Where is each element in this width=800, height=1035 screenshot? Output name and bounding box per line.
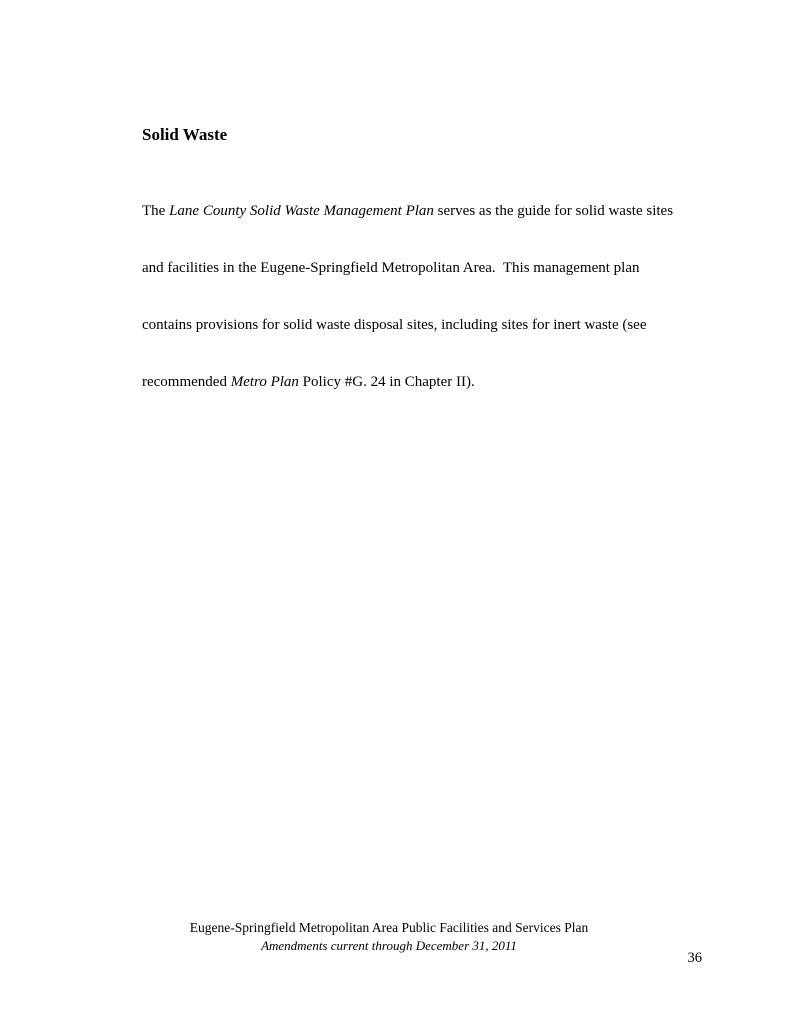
paragraph-text: contains provisions for solid waste disposal sites, including sites for inert waste (see bbox=[142, 317, 647, 333]
paragraph-text: serves as the guide for solid waste sites bbox=[433, 203, 674, 219]
paragraph-line-3 bbox=[142, 316, 722, 335]
section-heading: Solid Waste bbox=[142, 125, 228, 144]
paragraph-text: recommended bbox=[142, 374, 231, 390]
footer-title: Eugene-Springfield Metropolitan Area Public Facilities and Services Plan bbox=[189, 920, 589, 935]
paragraph-text: The bbox=[142, 203, 170, 219]
body-paragraph bbox=[142, 164, 722, 430]
footer-amendments-note: Amendments current through December 31, 2011 bbox=[261, 938, 517, 953]
paragraph-line-2 bbox=[142, 259, 722, 278]
page-number: 36 bbox=[687, 950, 702, 966]
paragraph-text: and facilities in the Eugene-Springfield Metropolitan Area. This management plan bbox=[142, 260, 640, 276]
italic-plan-title: Metro Plan bbox=[230, 374, 299, 390]
page-footer bbox=[0, 919, 778, 955]
italic-plan-title: Lane County Solid Waste Management Plan bbox=[169, 203, 434, 219]
paragraph-line-1 bbox=[142, 202, 722, 221]
paragraph-line-4 bbox=[142, 373, 722, 392]
paragraph-text: Policy #G. 24 in Chapter II). bbox=[298, 374, 475, 390]
